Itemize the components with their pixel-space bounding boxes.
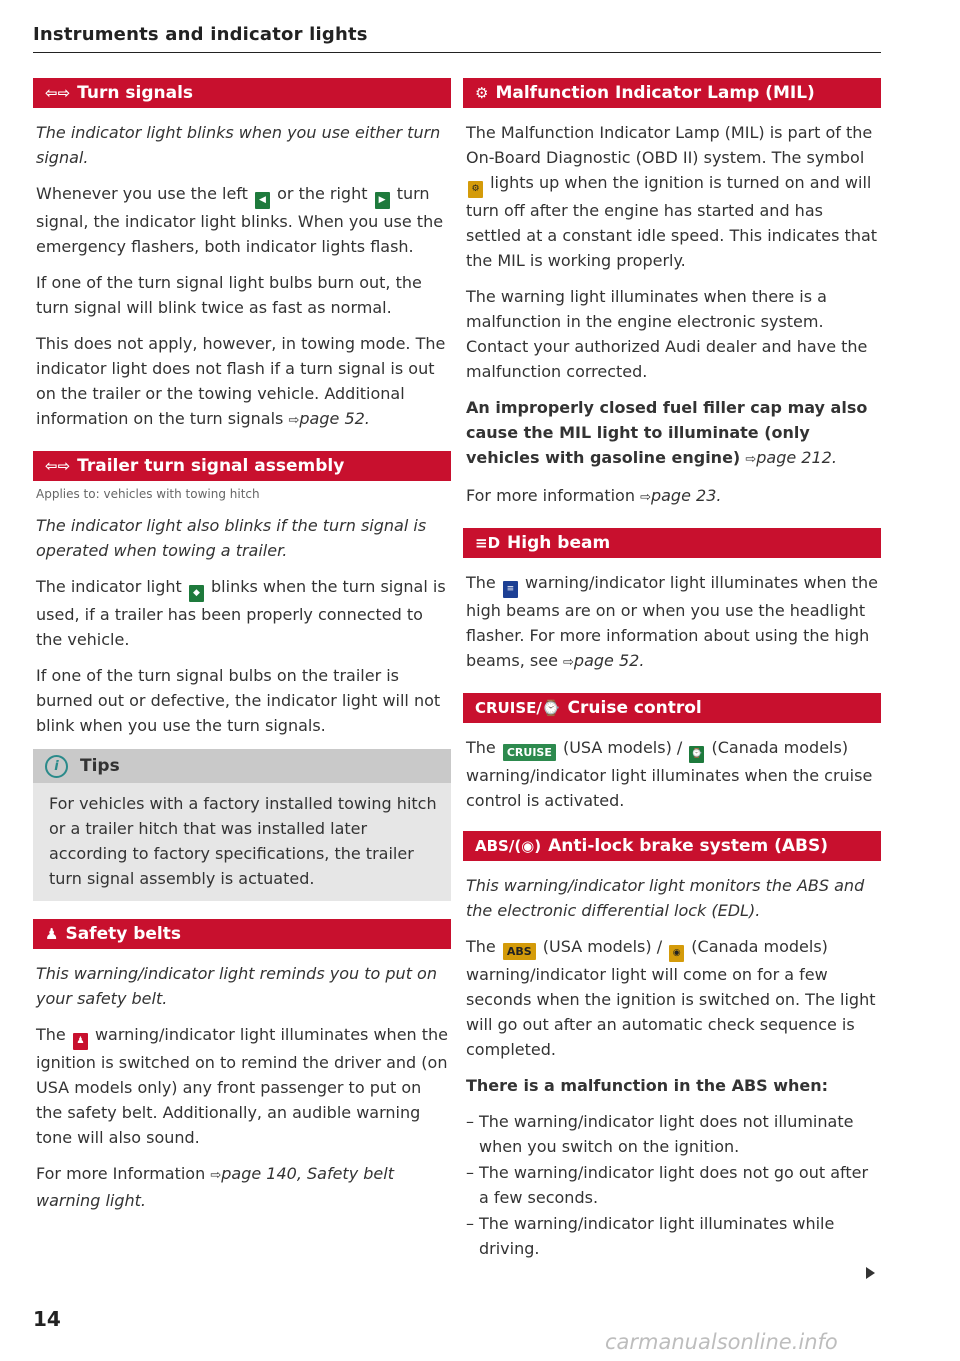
tips-box <box>33 749 451 901</box>
page-ref-arrow-icon: ⇨ <box>210 1168 222 1183</box>
page-ref-arrow-icon: ⇨ <box>563 655 574 670</box>
applies-to-note: Applies to: vehicles with towing hitch <box>36 487 260 501</box>
abs-canada-icon: ◉ <box>669 945 684 962</box>
trailer-turn-icon: ⇦⇨ <box>45 457 71 475</box>
mil-paragraph-4: For more information ⇨page 23. <box>466 486 722 505</box>
belts-paragraph-2: For more Information ⇨page 140, Safety belt warning light. <box>36 1164 394 1210</box>
tips-body: For vehicles with a factory installed towing hitch or a trailer hitch that was installed later according to factory specifications, the trailer turn signal assembly is actuated. <box>49 794 437 888</box>
trailer-paragraph-2: If one of the turn signal bulbs on the trailer is burned out or defective, the indicator light will not blink when you use the turn signals. <box>36 666 441 735</box>
cruise-canada-icon: ⌚ <box>689 746 704 763</box>
section-heading-safety-belts: ♟ Safety belts <box>33 919 451 949</box>
turn-paragraph-2: If one of the turn signal light bulbs burn out, the turn signal will blink twice as fast as normal. <box>36 273 422 317</box>
section-heading-trailer: ⇦⇨ Trailer turn signal assembly <box>33 451 451 481</box>
cruise-badge-icon: CRUISE <box>503 744 556 761</box>
left-column <box>33 78 451 1224</box>
header-rule <box>33 52 881 53</box>
belts-paragraph-1: The ♟ warning/indicator light illuminates when the ignition is switched on to remind the driver and (on USA models only) any front passenger to put on the safety belt. Additionally, an audible warning tone will also sound. <box>36 1025 449 1147</box>
section-heading-high-beam: ≡D High beam <box>463 528 881 558</box>
abs-intro: This warning/indicator light monitors the ABS and the electronic differential lock (EDL). <box>466 876 865 920</box>
right-turn-indicator-icon: ▶ <box>375 192 390 209</box>
mil-paragraph-3: An improperly closed fuel filler cap may also cause the MIL light to illuminate (only vehicles with gasoline engine) ⇨page 212. <box>466 398 868 467</box>
page-reference: page 212. <box>756 448 837 467</box>
trailer-paragraph-1: The indicator light ◆ blinks when the turn signal is used, if a trailer has been properly connected to the vehicle. <box>36 577 446 649</box>
watermark: carmanualsonline.info <box>605 1330 838 1354</box>
trailer-indicator-icon: ◆ <box>189 585 204 602</box>
list-item: – The warning/indicator light does not illuminate when you switch on the ignition. <box>466 1109 881 1159</box>
turn-paragraph-3: This does not apply, however, in towing mode. The indicator light does not flash if a turn signal is out on the trailer or the towing vehicle. Additional information on the turn signals ⇨page 52. <box>36 334 446 428</box>
page-ref-arrow-icon: ⇨ <box>640 490 651 505</box>
highbeam-paragraph-1: The ≡ warning/indicator light illuminates when the high beams are on or when you use the headlight flasher. For more information about using the high beams, see ⇨page 52. <box>466 573 879 670</box>
continue-arrow-icon <box>866 1267 875 1279</box>
engine-icon: ⚙ <box>475 84 489 102</box>
page-reference: page 52. <box>299 409 370 428</box>
list-item: – The warning/indicator light does not go out after a few seconds. <box>466 1160 881 1210</box>
seatbelt-warning-icon: ♟ <box>73 1033 88 1050</box>
trailer-intro: The indicator light also blinks if the turn signal is operated when towing a trailer. <box>36 516 427 560</box>
abs-paragraph-1: The ABS (USA models) / ◉ (Canada models) warning/indicator light will come on for a few seconds when the ignition is switched on. The light will go out after an automatic check sequence is completed. <box>466 937 876 1059</box>
tips-header: i Tips <box>33 749 451 783</box>
page-number: 14 <box>33 1307 61 1331</box>
turn-signal-icon: ⇦⇨ <box>45 84 71 102</box>
high-beam-indicator-icon: ≡ <box>503 581 518 598</box>
abs-malfunction-list <box>466 1109 881 1261</box>
abs-badge-icon: ABS <box>503 943 536 960</box>
section-heading-cruise: CRUISE/⌚ Cruise control <box>463 693 881 723</box>
right-column <box>463 78 881 1262</box>
seatbelt-icon: ♟ <box>45 925 59 943</box>
page-reference: page 140, Safety belt warning light. <box>36 1164 394 1210</box>
belts-intro: This warning/indicator light reminds you to put on your safety belt. <box>36 964 437 1008</box>
abs-subheading: There is a malfunction in the ABS when: <box>466 1076 829 1095</box>
turn-intro: The indicator light blinks when you use either turn signal. <box>36 123 441 167</box>
turn-paragraph-1: Whenever you use the left ◀ or the right ▶ turn signal, the indicator light blinks. When you use the emergency flashers, both indicator lights flash. <box>36 184 444 256</box>
engine-warning-icon: ⚙ <box>468 181 483 198</box>
info-icon: i <box>45 755 68 778</box>
page-reference: page 52. <box>573 651 645 670</box>
page-ref-arrow-icon: ⇨ <box>745 452 757 467</box>
abs-icon: ABS/(◉) <box>475 837 542 855</box>
section-heading-abs: ABS/(◉) Anti-lock brake system (ABS) <box>463 831 881 861</box>
cruise-icon: CRUISE/⌚ <box>475 699 561 717</box>
page-reference: page 23. <box>650 486 722 505</box>
page-ref-arrow-icon: ⇨ <box>288 413 300 428</box>
section-heading-mil: ⚙ Malfunction Indicator Lamp (MIL) <box>463 78 881 108</box>
mil-paragraph-2: The warning light illuminates when there is a malfunction in the engine electronic system. Contact your authorized Audi dealer and have the malfunction corrected. <box>466 287 868 381</box>
high-beam-icon: ≡D <box>475 534 501 552</box>
left-turn-indicator-icon: ◀ <box>255 192 270 209</box>
header-title: Instruments and indicator lights <box>33 24 368 45</box>
section-heading-turn-signals: ⇦⇨ Turn signals <box>33 78 451 108</box>
mil-paragraph-1: The Malfunction Indicator Lamp (MIL) is part of the On-Board Diagnostic (OBD II) system. The symbol ⚙ lights up when the ignition is turned on and will turn off after the engine has started and has settled at a constant idle speed. This indicates that the MIL is working properly. <box>466 123 878 270</box>
list-item: – The warning/indicator light illuminates while driving. <box>466 1211 881 1261</box>
cruise-paragraph-1: The CRUISE (USA models) / ⌚ (Canada models) warning/indicator light illuminates when the cruise control is activated. <box>466 738 873 810</box>
